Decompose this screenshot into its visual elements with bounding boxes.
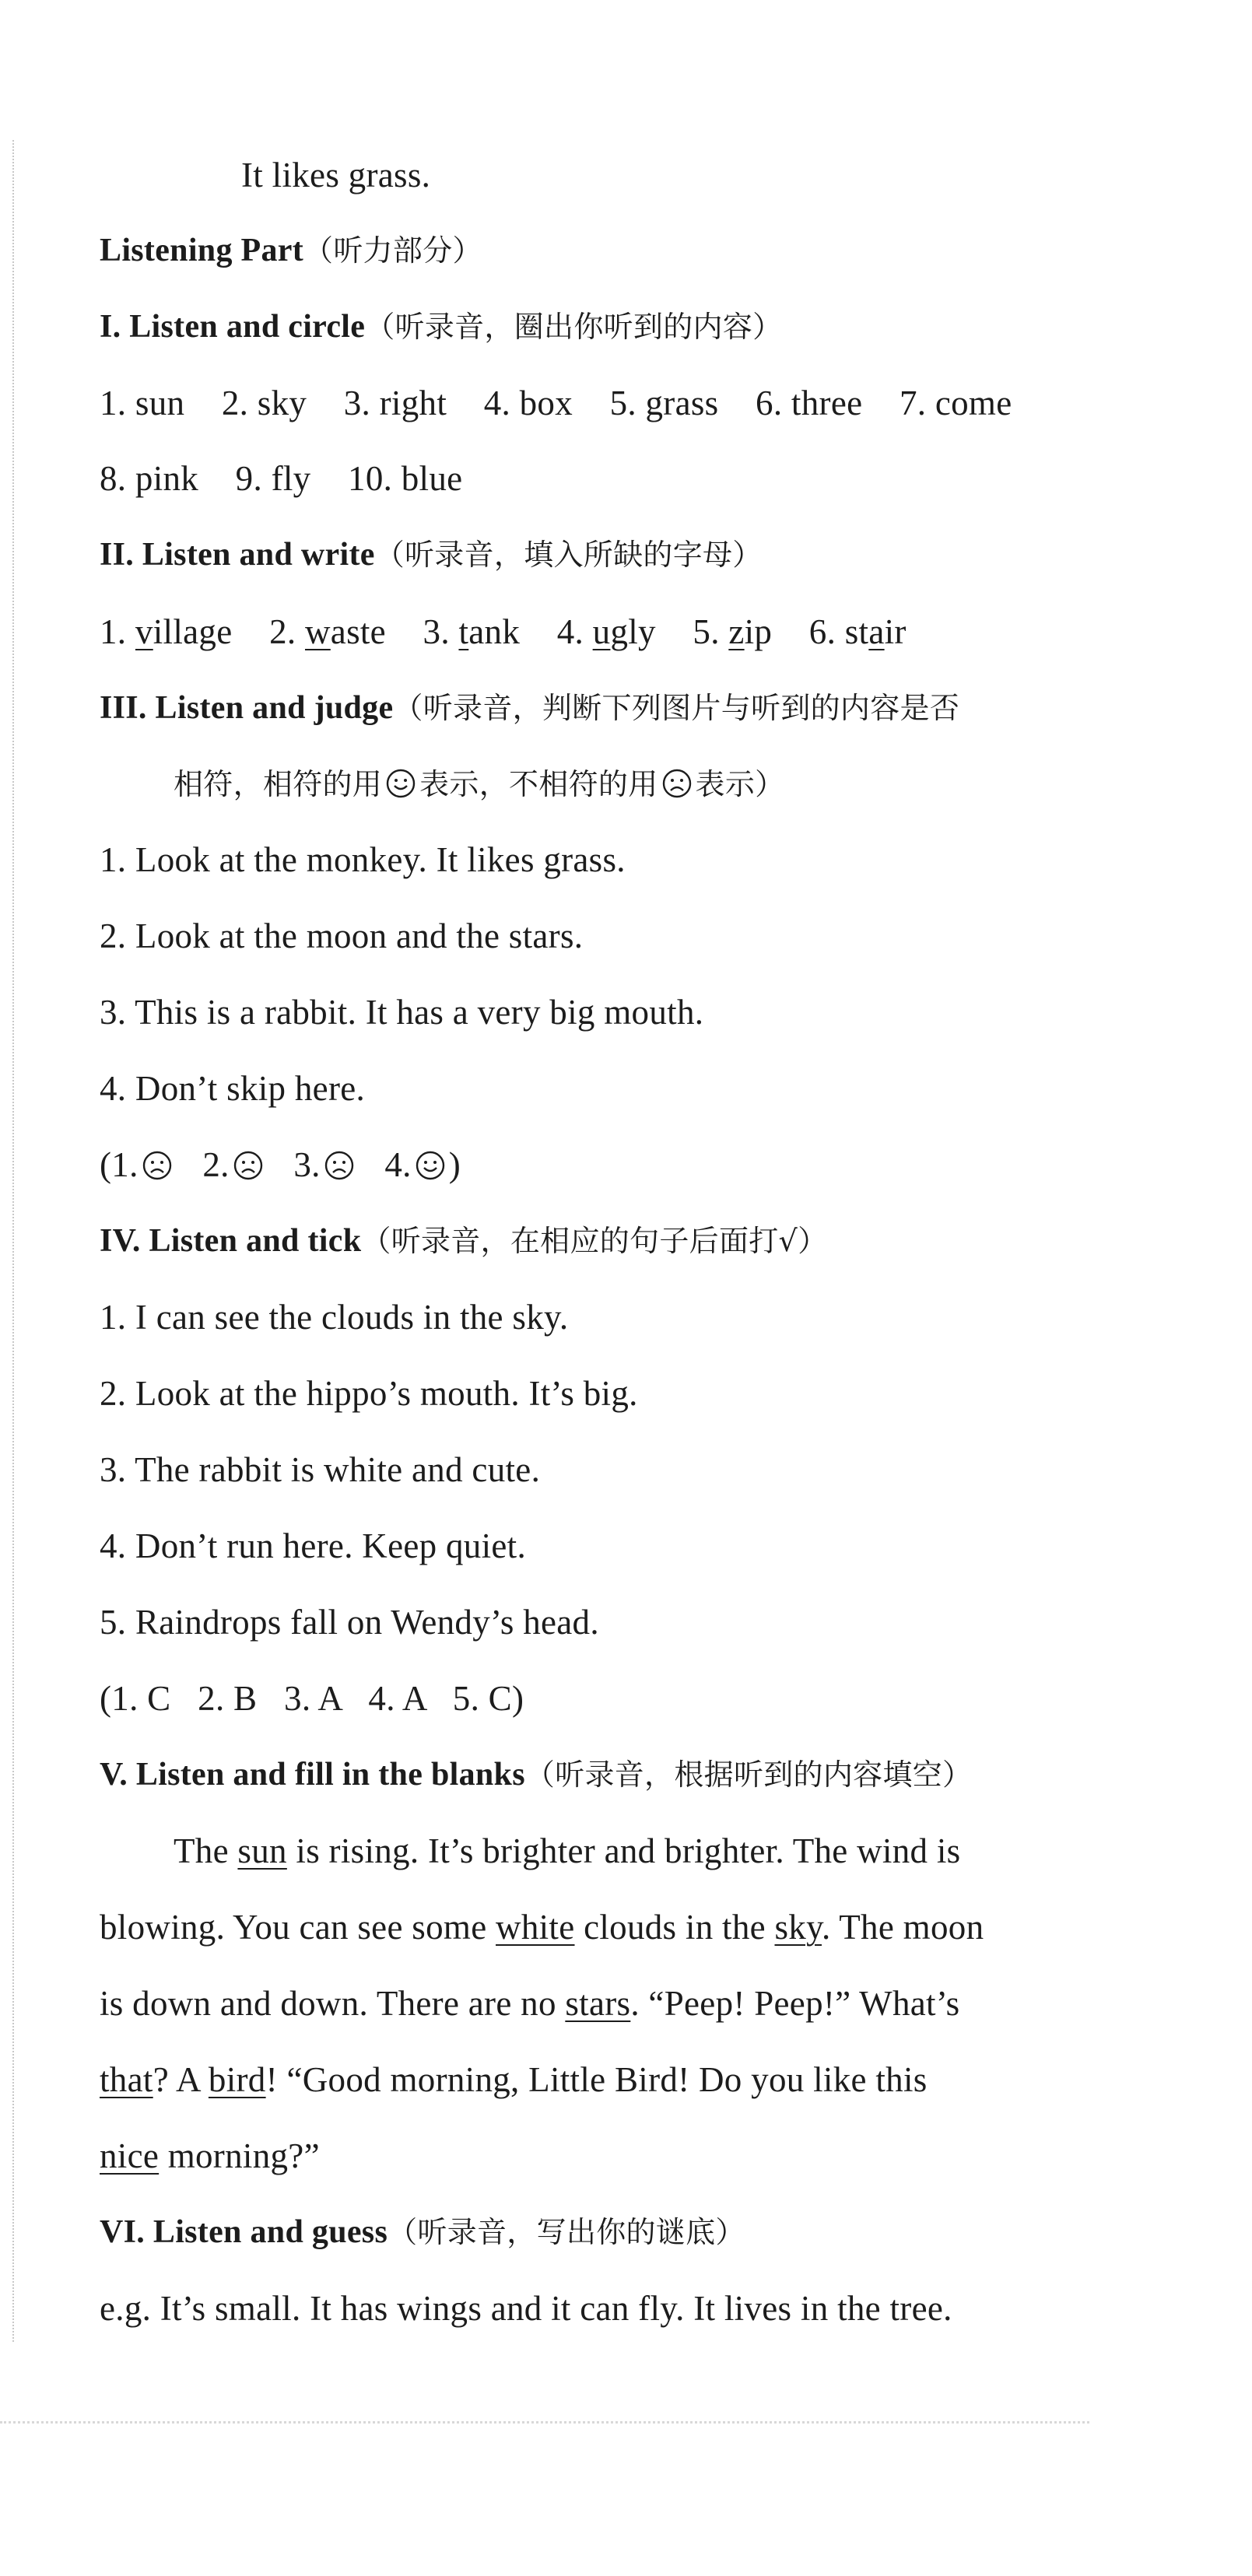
section-3-sentence: 4. Don’t skip here. [100, 1069, 366, 1108]
underlined-letter: w [304, 612, 331, 651]
word-item: 2. waste [269, 612, 386, 651]
word-item: 9. fly [235, 459, 311, 498]
section-4-answers: (1. C 2. B 3. A 4. A 5. C) [100, 1679, 524, 1718]
word-item: 4. box [483, 384, 573, 422]
section-5-heading [100, 1751, 972, 1798]
word-item: 6. stair [808, 612, 907, 651]
sad-face-icon [142, 1150, 173, 1181]
bottom-dotted-line [0, 2421, 1089, 2424]
passage-line: The sun is rising. It’s brighter and brighter. The wind is [174, 1831, 961, 1870]
underlined-letter: v [135, 612, 153, 651]
filled-blank: stars [565, 1984, 631, 2023]
passage-line: is down and down. There are no stars. “Peep! Peep!” What’s [100, 1984, 960, 2023]
word-item: 5. zip [693, 612, 773, 651]
section-2-answers [100, 608, 907, 655]
word-item: 2. sky [221, 384, 307, 422]
section-2-note: （听录音，填入所缺的字母） [374, 538, 763, 572]
word-item: 5. grass [609, 384, 719, 422]
word-item: 4. ugly [556, 612, 656, 651]
word-item: 8. pink [100, 459, 199, 498]
section-1-title: I. Listen and circle [100, 309, 366, 345]
section-1-row-2 [100, 455, 462, 502]
intro-answer: It likes grass. [241, 156, 431, 195]
smiley-face-icon [415, 1150, 446, 1181]
word-item: 3. right [343, 384, 447, 422]
sad-face-icon [661, 768, 693, 799]
word-item: 10. blue [348, 459, 463, 498]
section-1-heading [100, 303, 782, 350]
margin-dotted-line [12, 140, 14, 2342]
passage-line: blowing. You can see some white clouds in the sky. The moon [100, 1908, 984, 1947]
smiley-face-icon [385, 768, 416, 799]
underlined-letter: u [592, 612, 611, 651]
passage-line: nice morning?” [100, 2136, 320, 2175]
section-4-title: IV. Listen and tick [100, 1223, 362, 1259]
word-item: 7. come [899, 384, 1012, 422]
section-4-sentence: 2. Look at the hippo’s mouth. It’s big. [100, 1374, 638, 1413]
word-item: 3. tank [423, 612, 521, 651]
underlined-letter: z [728, 612, 745, 651]
filled-blank: sky [774, 1908, 822, 1947]
underlined-letter: a [868, 612, 885, 651]
sad-face-icon [233, 1150, 264, 1181]
section-5-note: （听录音，根据听到的内容填空） [524, 1758, 973, 1792]
word-item: 6. three [756, 384, 863, 422]
underlined-letter: t [458, 612, 469, 651]
section-3-sentence: 1. Look at the monkey. It likes grass. [100, 840, 626, 879]
section-1-row-1 [100, 380, 1012, 426]
section-1-note: （听录音，圈出你听到的内容） [365, 310, 783, 344]
section-5-title: V. Listen and fill in the blanks [100, 1757, 525, 1793]
section-3-sentence: 2. Look at the moon and the stars. [100, 916, 584, 955]
section-4-note: （听录音，在相应的句子后面打√） [361, 1224, 828, 1258]
section-3-answers: (1. 2. 3. 4. ) [100, 1145, 461, 1184]
filled-blank: that [100, 2060, 153, 2099]
listening-part-note: （听力部分） [303, 233, 482, 268]
passage-line: that? A bird! “Good morning, Little Bird! Do you like this [100, 2060, 928, 2099]
listening-part-heading [100, 227, 482, 274]
filled-blank: sun [237, 1831, 287, 1870]
section-4-heading [100, 1218, 827, 1264]
section-3-title: III. Listen and judge [100, 690, 394, 726]
section-4-sentence: 1. I can see the clouds in the sky. [100, 1298, 569, 1337]
section-6-heading [100, 2209, 745, 2255]
sad-face-icon [324, 1150, 355, 1181]
section-3-note-continued: 相符，相符的用 表示，不相符的用 表示） [174, 767, 785, 801]
section-6-example: e.g. It’s small. It has wings and it can fly. It lives in the tree. [100, 2289, 952, 2328]
section-4-sentence: 4. Don’t run here. Keep quiet. [100, 1526, 527, 1565]
section-6-title: VI. Listen and guess [100, 2214, 388, 2250]
word-item: 1. sun [100, 384, 185, 422]
section-4-sentence: 5. Raindrops fall on Wendy’s head. [100, 1603, 599, 1642]
section-3-note: （听录音，判断下列图片与听到的内容是否 [393, 691, 960, 725]
section-2-heading [100, 531, 763, 578]
section-3-heading [100, 685, 959, 731]
section-2-title: II. Listen and write [100, 537, 375, 573]
listening-part-title: Listening Part [100, 233, 304, 268]
word-item: 1. village [100, 612, 233, 651]
section-6-note: （听录音，写出你的谜底） [388, 2215, 745, 2249]
filled-blank: nice [100, 2136, 160, 2175]
section-3-sentence: 3. This is a rabbit. It has a very big mouth. [100, 993, 704, 1032]
filled-blank: bird [208, 2060, 266, 2099]
filled-blank: white [496, 1908, 575, 1947]
section-4-sentence: 3. The rabbit is white and cute. [100, 1450, 541, 1489]
